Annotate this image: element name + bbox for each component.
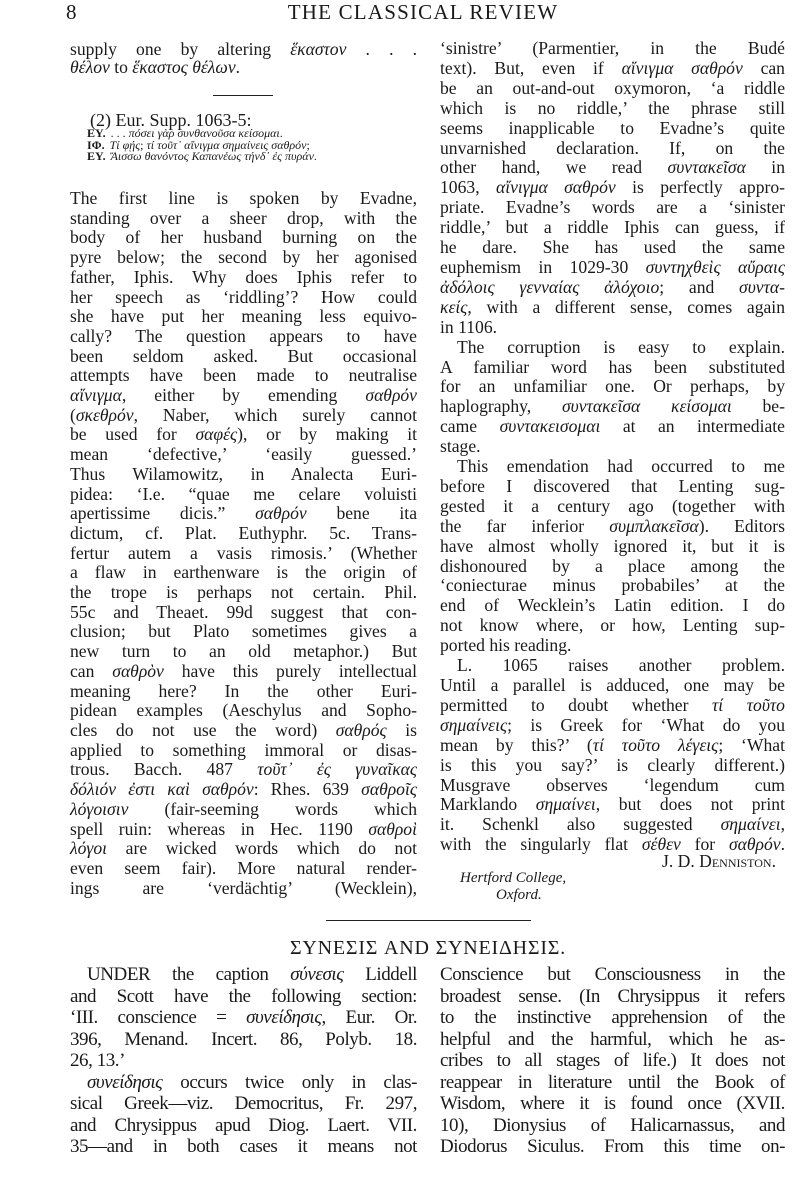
text-line: standing over a sheer drop, with the [70,207,417,228]
article-divider [326,920,531,921]
paragraph [440,656,785,855]
text-line: dictum, cf. Plat. Euthyphr. 5c. Trans- [70,522,417,543]
quote-text: Ἄισσω θανόντος Καπανέως τήνδ᾽ ἐς πυράν. [110,149,317,164]
text-line: 10), Dionysius of Halicarnassus, and [440,1114,785,1136]
affiliation-line: Hertford College, [460,870,567,886]
text-line: her speech as ‘riddling’? How could [70,286,417,307]
paragraph [440,964,785,1158]
text-line: The first line is spoken by Evadne, [70,188,417,208]
text-line: 55c and Theaet. 99d suggest that con- [70,601,417,622]
text-line: Musgrave observes ‘legendum cum [440,774,785,795]
article2-left-column [70,964,417,1158]
text-line: broadest sense. (In Chrysippus it refers [440,985,785,1007]
text-line: permitted to doubt whether τί τοῦτο [440,694,785,715]
text-line: δόλιόν ἐστι καὶ σαθρόν: Rhes. 639 σαθροῖς [70,779,417,800]
text-line: for an unfamiliar one. Or perhaps, by [440,376,785,397]
affiliation-line: Oxford. [496,887,542,903]
text-line: and Chrysippus apud Diog. Laert. VII. [70,1114,417,1136]
text-line: mean by this?’ (τί τοῦτο λέγεις; ‘What [440,734,785,755]
text-line: end of Wecklein’s Latin edition. I do [440,595,785,616]
text-line: in 1106. [440,316,498,337]
paragraph [70,964,417,1072]
text-line: unvarnished declaration. If, on the [440,137,785,158]
text-line: have almost wholly ignored it, but it is [440,535,785,556]
text-line: and Scott have the following section: [70,985,417,1007]
text-line: attempts have been made to neutralise [70,365,417,386]
text-line: it. Schenkl also suggested σημαίνει, [440,814,785,835]
text-line: gested it a century ago (together with [440,495,785,516]
text-line: applied to something immoral or disas- [70,739,417,760]
text-line: been seldom asked. But occasional [70,345,417,366]
text-line: with the singularly flat σέθεν for σαθρόν. [440,834,785,855]
text-line: This emendation had occurred to me [457,456,785,477]
section-divider [213,95,273,96]
paragraph [440,39,785,338]
text-line: to the instinctive apprehension of the [440,1007,785,1028]
text-line: pidea: ‘I.e. “quae me celare voluisti [70,483,417,504]
speaker-label: ΙΦ. [87,137,105,152]
text-line: Conscience but Consciousness in the [440,964,785,985]
text-line: new turn to an old metaphor.) But [70,641,417,662]
text-line: συνείδησις occurs twice only in clas- [87,1071,417,1093]
article2-right-column [440,964,785,1158]
text-line: he dare. She has used the same [440,237,785,258]
text-line: body of her husband burning on the [70,227,417,248]
text-line: ‘III. conscience = συνείδησις, Eur. Or. [70,1007,418,1028]
text-line: sical Greek—viz. Democritus, Fr. 297, [70,1093,417,1114]
text-line: Thus Wilamowitz, in Analecta Euri- [70,463,417,484]
author-signature: J. D. Denniston. [661,851,776,871]
text-line: pyre below; the second by her agonised [70,247,417,268]
text-line: can σαθρὸν have this purely intellectual [70,660,417,681]
text-line: ‘coniecturae minus probabiles’ at the [440,575,785,596]
text-line: 35—and in both cases it means not [70,1136,417,1157]
text-line: UNDER the caption σύνεσις Liddell [87,964,417,985]
text-line: σημαίνεις; is Greek for ‘What do you [440,714,785,735]
text-line: cribes to all stages of life.) It does not [440,1050,785,1071]
text-line: helpful and the harmful, which he as- [440,1028,785,1050]
text-line: apertissime dicis.” σαθρόν bene ita [70,503,417,524]
text-line: father, Iphis. Why does Iphis refer to [70,266,417,287]
text-line: fertur autem a vasis rimosis.’ (Whether [70,542,417,563]
quote-line [87,151,317,163]
text-line: Wisdom, where it is found once (XVII. [440,1093,785,1114]
paragraph [70,40,417,76]
speaker-label: ΕΥ. [87,149,106,164]
text-line: not know where, or how, Lenting sup- [440,615,785,636]
text-line: (σκεθρόν, Naber, which surely cannot [70,404,417,425]
paragraph [70,189,417,898]
text-line: haplography, συντακεῖσα κείσομαι be- [440,396,785,417]
text-line: she have put her meaning less equivo- [70,306,417,327]
text-line: be an out-and-out oxymoron, ‘a riddle [440,77,785,98]
text-line: 1063, αἴνιγμα σαθρόν is perfectly appro- [440,177,785,198]
text-line: which is no riddle,’ the phrase still [440,97,785,118]
text-line: ἀδόλοις γενναίας ἀλόχοιο; and συντα- [440,276,785,297]
article1-right-column [440,39,785,855]
text-line: priate. Evadne’s words are a ‘sinister [440,197,785,218]
text-line: clusion; but Plato sometimes gives a [70,621,417,642]
text-line: seems inapplicable to Evadne’s quite [440,117,785,138]
text-line: other hand, we read συντακεῖσα in [440,157,785,178]
section-heading: (2) Eur. Supp. 1063-5: [90,110,252,130]
text-line: κείς, with a different sense, comes again [440,296,785,317]
text-line: the far inferior συμπλακεῖσα). Editors [440,515,785,536]
text-line: euphemism in 1029-30 συντηχθεὶς αὔραις [440,256,786,277]
text-line: λόγοισιν (fair-seeming words which [70,798,417,819]
speaker-label: ΕΥ. [87,126,106,140]
text-line: Marklando σημαίνει, but does not print [440,794,785,815]
author-affiliation [460,870,566,904]
text-line: before I discovered that Lenting sug- [440,475,785,496]
paragraph [440,457,785,656]
text-line: cles do not use the word) σαθρός is [70,719,417,740]
quote-text: Τί φῄς; τί τοῦτ᾽ αἴνιγμα σημαίνεις σαθρόν; [109,137,310,152]
text-line: is this you say?’ is clearly different.) [440,754,785,775]
text-line: pidean examples (Aeschylus and Sopho- [70,700,417,721]
text-line: Until a parallel is adduced, one may be [440,675,785,695]
text-line: a flaw in earthenware is the origin of [70,562,417,583]
text-line: cally? The question appears to have [70,325,417,346]
text-line: reappear in literature until the Book of [440,1071,785,1093]
text-line: dishonoured by a place among the [440,555,785,576]
text-line: θέλον to ἕκαστος θέλων. [70,57,241,77]
text-line: ‘sinistre’ (Parmentier, in the Budé [440,38,785,58]
text-line: L. 1065 raises another problem. [457,655,785,676]
text-line: λόγοι are wicked words which do not [70,838,417,859]
text-line: be used for σαφές), or by making it [70,424,417,445]
page-number: 8 [66,0,77,24]
paragraph [440,338,785,457]
article-title: ΣΥΝΕΣΙΣ AND ΣΥΝΕΙΔΗΣΙΣ. [289,937,567,959]
text-line: mean ‘defective,’ ‘easily guessed.’ [70,444,417,465]
text-line: came συντακεισομαι at an intermediate [440,416,785,437]
text-line: even seem fair). More natural render- [70,857,417,878]
running-title: THE CLASSICAL REVIEW [287,0,559,24]
text-line: The corruption is easy to explain. [457,336,785,357]
text-line: meaning here? In the other Euri- [70,680,417,701]
text-line: 396, Menand. Incert. 86, Polyb. 18. [70,1028,417,1050]
text-line: spell ruin: whereas in Hec. 1190 σαθροὶ [70,818,417,839]
text-line: stage. [440,436,481,457]
text-line: supply one by altering ἕκαστον . . . [70,39,418,59]
text-line: Diodorus Siculus. From this time on- [440,1136,785,1157]
text-line: ported his reading. [440,635,572,656]
text-line: αἴνιγμα, either by emending σαθρόν [70,385,417,406]
greek-quotation [87,128,317,163]
text-line: the trope is perhaps not certain. Phil. [70,582,417,603]
text-line: riddle,’ but a riddle Iphis can guess, if [440,217,785,238]
article1-left-top-column [70,40,417,76]
text-line: 26, 13.’ [70,1050,125,1071]
quote-text: . . . πόσει γὰρ συνθανοῦσα κείσομαι. [110,126,283,140]
text-line: A familiar word has been substituted [440,356,785,377]
text-line: trous. Bacch. 487 τοῦτ᾽ ἐς γυναῖκας [70,759,418,780]
paragraph [70,1072,417,1158]
article1-left-column [70,189,417,898]
text-line: ings are ‘verdächtig’ (Wecklein), [70,877,417,898]
text-line: text). But, even if αἴνιγμα σαθρόν can [440,57,785,78]
